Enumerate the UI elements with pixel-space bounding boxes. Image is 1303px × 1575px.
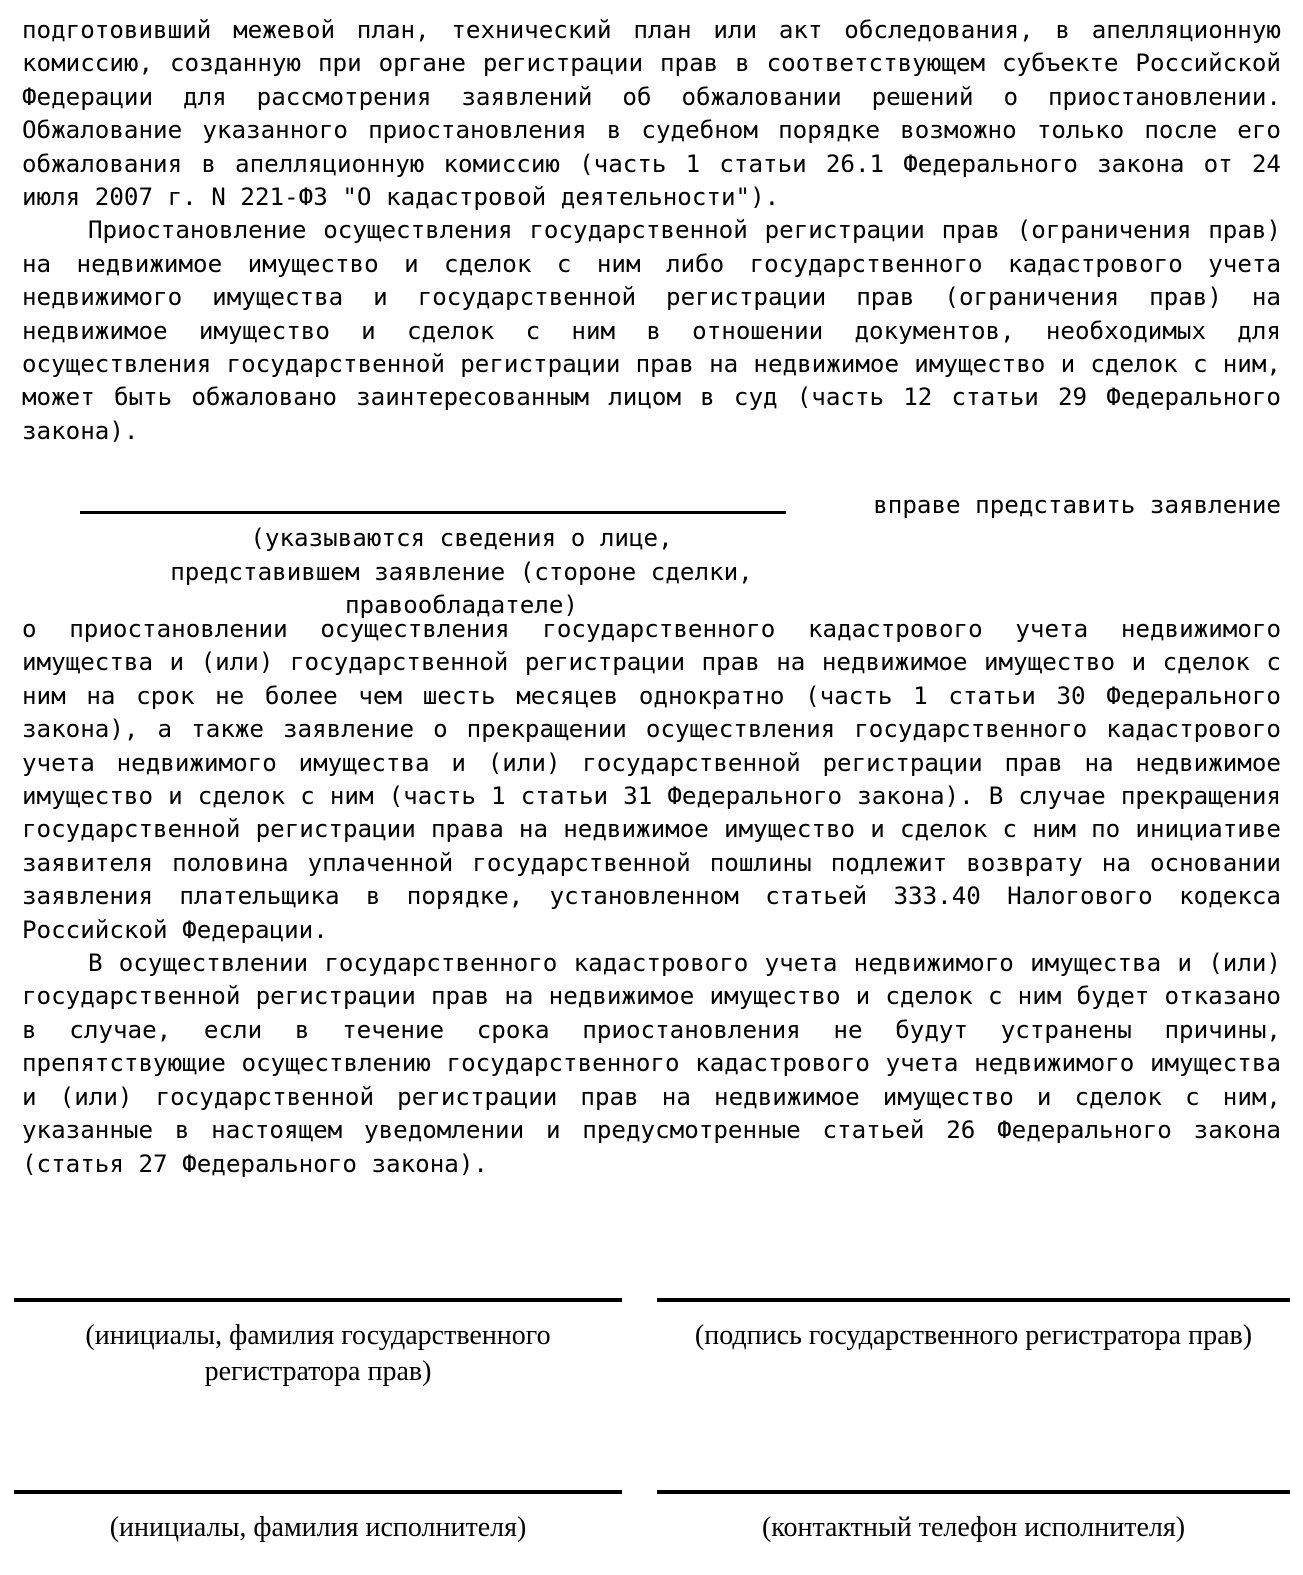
fill-in-trailing-text: вправе представить заявление: [873, 491, 1281, 519]
fill-in-caption-line-2: представившем заявление (стороне сделки,: [170, 557, 753, 586]
paragraph-appeal-commission: подготовивший межевой план, технический план или акт обследования, в апелляционную комиссию, созданную при органе регистрации прав в соответствующем субъекте Российской Федерации для рассмотрения заявлений об обжаловании решений о приостановлении. Обжалование указанного приостановления в судебном порядке возможно только после его обжалования в апелляционную комиссию (часть 1 статьи 26.1 Федерального закона от 24 июля 2007 г. N 221-ФЗ "О кадастровой деятельности").: [22, 16, 1281, 212]
registrar-name-signature-line[interactable]: [14, 1298, 622, 1302]
paragraph-suspension-court-appeal: Приостановление осуществления государственной регистрации прав (ограничения прав) на недвижимое имущество и сделок с ним либо государственного кадастрового учета недвижимого имущества и государственной регистрации прав (ограничения прав) на недвижимое имущество и сделок с ним в отношении документов, необходимых для осуществления государственной регистрации прав на недвижимое имущество и сделок с ним, может быть обжаловано заинтересованным лицом в суд (часть 12 статьи 29 Федерального закона).: [22, 216, 1281, 445]
fill-in-caption-line-3: правообладателе): [345, 591, 578, 620]
registrar-signature-line[interactable]: [657, 1298, 1290, 1302]
paragraph-request-suspension: о приостановлении осуществления государственного кадастрового учета недвижимого имущества и (или) государственной регистрации прав на недвижимое имущество и сделок с ним на срок не более чем шесть месяцев однократно (часть 1 статьи 30 Федерального закона), а также заявление о прекращении осуществления государственного кадастрового учета недвижимого имущества и (или) государственной регистрации прав на недвижимое имущество и сделок с ним (часть 1 статьи 31 Федерального закона). В случае прекращения государственной регистрации права на недвижимое имущество и сделок с ним по инициативе заявителя половина уплаченной государственной пошлины подлежит возврату на основании заявления плательщика в порядке, установленном статьей 333.40 Налогового кодекса Российской Федерации.: [22, 615, 1281, 944]
document-body-bottom: [22, 613, 1281, 1181]
document-body-top: [22, 14, 1281, 448]
executor-phone-caption: (контактный телефон исполнителя): [761, 1512, 1186, 1543]
applicant-blank-row: [22, 489, 1281, 522]
registrar-signature-caption: (подпись государственного регистратора прав): [694, 1320, 1253, 1351]
executor-name-signature-line[interactable]: [14, 1490, 622, 1494]
executor-name-caption: (инициалы, фамилия исполнителя): [109, 1512, 527, 1543]
fill-in-section: [22, 489, 1281, 623]
paragraph-refusal-conditions: В осуществлении государственного кадастрового учета недвижимого имущества и (или) государственной регистрации прав на недвижимое имущество и сделок с ним будет отказано в случае, если в течение срока приостановления не будут устранены причины, препятствующие осуществлению государственного кадастрового учета недвижимого имущества и (или) государственной регистрации прав на недвижимое имущество и сделок с ним, указанные в настоящем уведомлении и предусмотренные статьей 26 Федерального закона (статья 27 Федерального закона).: [22, 949, 1281, 1178]
registrar-name-caption: (инициалы, фамилия государственного регистратора прав): [85, 1320, 551, 1387]
fill-in-caption-line-1: (указываются сведения о лице,: [250, 524, 673, 553]
applicant-details-blank-line[interactable]: [80, 511, 786, 514]
executor-phone-line[interactable]: [657, 1490, 1290, 1494]
